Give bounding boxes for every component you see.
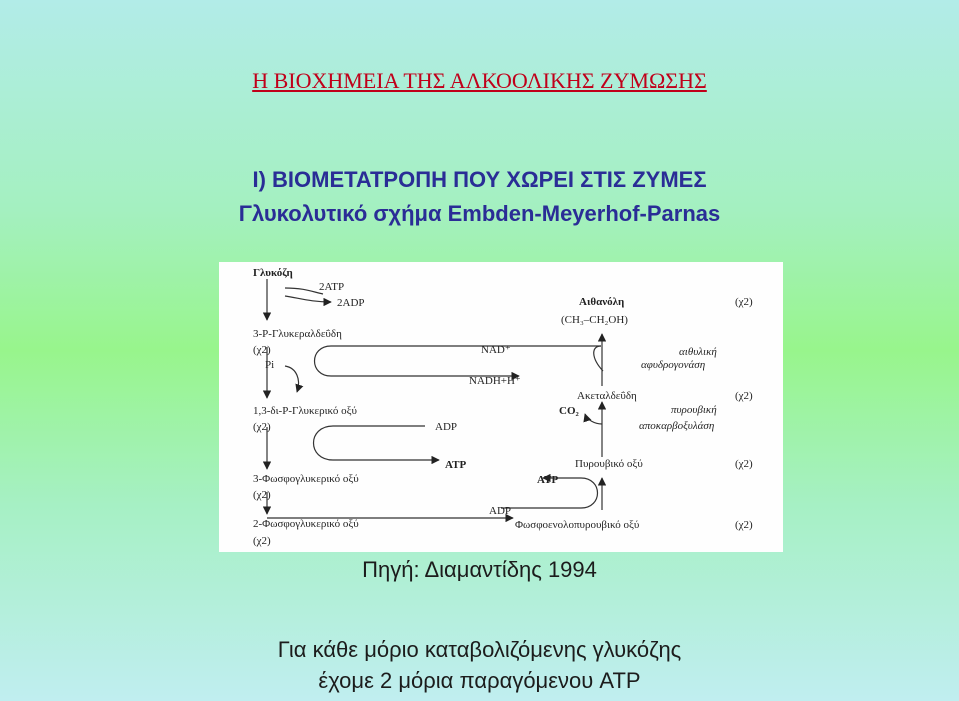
label-pi: Pi: [265, 359, 275, 371]
section-subheading: Γλυκολυτικό σχήμα Embden-Meyerhof-Parnas: [238, 201, 721, 226]
label-x2-g3p: (χ2): [253, 344, 271, 356]
label-nad: NAD⁺: [481, 344, 511, 356]
loop-adp-atp-1: [314, 426, 440, 460]
source-citation: Πηγή: Διαμαντίδης 1994: [362, 557, 597, 582]
label-2pg: 2-Φωσφογλυκερικό οξύ: [253, 518, 359, 530]
label-x2-pyruvate: (χ2): [735, 458, 753, 470]
label-atp-in: 2ATP: [319, 281, 345, 293]
conclusion-line-2: έχομε 2 μόρια παραγόμενου ATP: [318, 668, 641, 693]
label-x2-pep: (χ2): [735, 519, 753, 531]
label-atp-2: ATP: [537, 474, 559, 486]
label-x2-2pg: (χ2): [253, 535, 271, 547]
label-nadh: NADH+H⁺: [469, 375, 521, 387]
label-bpg: 1,3-δι-Ρ-Γλυκερικό οξύ: [253, 405, 357, 417]
label-co2: CO₂: [559, 405, 579, 417]
arrow-adp-out: [285, 296, 331, 302]
label-adh-2: αφυδρογονάση: [641, 359, 706, 371]
label-3pg: 3-Φωσφογλυκερικό οξύ: [253, 473, 359, 485]
conclusion-line-1: Για κάθε μόριο καταβολιζόμενης γλυκόζης: [277, 637, 682, 662]
label-acetaldehyde: Ακεταλδεΰδη: [577, 390, 637, 402]
loop-nad-nadh: [315, 346, 602, 376]
arrow-atp-in: [285, 288, 323, 294]
label-adp-1: ADP: [435, 421, 458, 433]
label-pdc-2: αποκαρβοξυλάση: [639, 420, 715, 432]
label-pyruvate: Πυρουβικό οξύ: [575, 458, 643, 470]
label-ethanol-formula: (CH₃–CH₂OH): [561, 314, 628, 326]
label-x2-acetaldehyde: (χ2): [735, 390, 753, 402]
label-adh-1: αιθυλική: [679, 346, 717, 358]
label-adp-out: 2ADP: [337, 297, 365, 309]
label-adp-2: ADP: [489, 505, 512, 517]
label-x2-3pg: (χ2): [253, 489, 271, 501]
arrow-co2-release: [585, 414, 602, 424]
label-atp-1: ATP: [445, 459, 467, 471]
label-x2-bpg: (χ2): [253, 421, 271, 433]
glycolysis-diagram-svg: [219, 262, 783, 552]
label-ethanol: Αιθανόλη: [579, 296, 625, 308]
arrow-pi: [285, 366, 299, 392]
slide-title: Η ΒΙΟΧΗΜΕΙΑ ΤΗΣ ΑΛΚΟΟΛΙΚΗΣ ΖΥΜΩΣΗΣ: [252, 68, 707, 93]
label-pdc-1: πυρουβική: [671, 404, 717, 416]
label-g3p: 3-Ρ-Γλυκεραλδεΰδη: [253, 328, 342, 340]
glycolysis-diagram: [219, 262, 783, 552]
section-heading: Ι) ΒΙΟΜΕΤΑΤΡΟΠΗ ΠΟΥ ΧΩΡΕΙ ΣΤΙΣ ΖΥΜΕΣ: [252, 167, 707, 192]
label-pep: Φωσφοενολοπυρουβικό οξύ: [515, 519, 640, 531]
label-glucose: Γλυκόζη: [253, 267, 293, 279]
label-x2-ethanol: (χ2): [735, 296, 753, 308]
